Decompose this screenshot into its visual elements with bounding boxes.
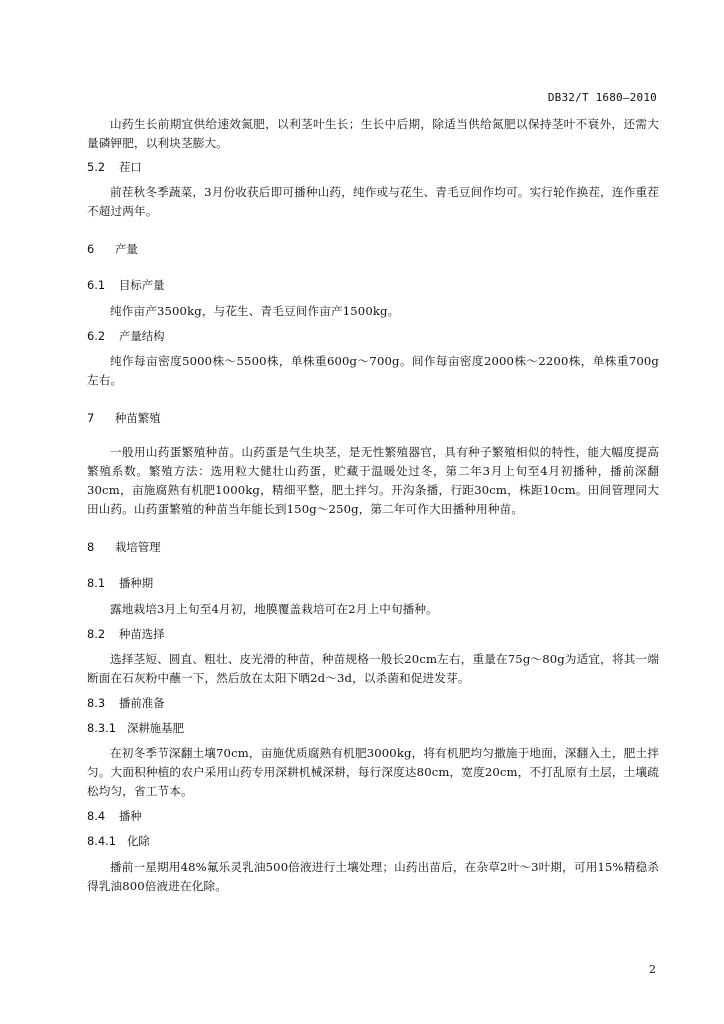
paragraph-growth-fertilizer: 山药生长前期宜供给速效氮肥，以利茎叶生长；生长中后期，除适当供给氮肥以保持茎叶不衰外，还需大量磷钾肥，以利块茎膨大。 bbox=[87, 117, 659, 150]
heading-8-4 bbox=[87, 807, 659, 825]
heading-6 bbox=[87, 240, 659, 258]
document-body bbox=[87, 115, 659, 896]
heading-8-1 bbox=[87, 574, 659, 592]
heading-title: 茬口 bbox=[119, 160, 142, 174]
heading-title: 种苗选择 bbox=[119, 627, 165, 641]
heading-number: 8.4 bbox=[87, 809, 106, 823]
heading-8 bbox=[87, 538, 659, 556]
heading-number: 8.2 bbox=[87, 627, 106, 641]
heading-6-2 bbox=[87, 327, 659, 345]
heading-title: 深耕施基肥 bbox=[127, 721, 184, 735]
heading-8-3-1 bbox=[87, 719, 659, 737]
heading-number: 8 bbox=[87, 540, 95, 554]
heading-title: 播种 bbox=[119, 809, 142, 823]
paragraph-sowing-period: 露地栽培3月上旬至4月初，地膜覆盖栽培可在2月上中旬播种。 bbox=[110, 602, 438, 616]
standard-code: DB32/T 1680—2010 bbox=[547, 91, 657, 104]
paragraph-weed-control: 播前一星期用48%氟乐灵乳油500倍液进行土壤处理；山药出苗后，在杂草2叶～3叶期，可用15%精稳杀得乳油800倍液进在化除。 bbox=[87, 860, 659, 893]
heading-number: 8.3 bbox=[87, 696, 106, 710]
heading-5-2 bbox=[87, 158, 659, 176]
heading-8-2 bbox=[87, 625, 659, 643]
heading-title: 播种期 bbox=[119, 576, 154, 590]
heading-number: 6 bbox=[87, 242, 95, 256]
page-number: 2 bbox=[649, 963, 656, 976]
heading-title: 产量结构 bbox=[119, 329, 165, 343]
heading-title: 目标产量 bbox=[119, 278, 165, 292]
paragraph-target-yield: 纯作亩产3500kg，与花生、青毛豆间作亩产1500kg。 bbox=[110, 304, 400, 318]
heading-number: 6.1 bbox=[87, 278, 106, 292]
heading-6-1 bbox=[87, 276, 659, 294]
heading-number: 7 bbox=[87, 411, 95, 425]
heading-number: 5.2 bbox=[87, 160, 106, 174]
heading-number: 8.4.1 bbox=[87, 834, 116, 848]
heading-number: 8.3.1 bbox=[87, 721, 116, 735]
heading-title: 化除 bbox=[127, 834, 150, 848]
paragraph-seedling-selection: 选择茎短、圆直、粗壮、皮光滑的种苗，种苗规格一般长20cm左右，重量在75g～80g为适宜，将其一端断面在石灰粉中蘸一下，然后放在太阳下晒2d～3d，以杀菌和促进发芽。 bbox=[87, 652, 659, 685]
heading-title: 种苗繁殖 bbox=[115, 411, 161, 425]
paragraph-yield-structure: 纯作每亩密度5000株～5500株，单株重600g～700g。间作每亩密度2000株～2200株，单株重700g左右。 bbox=[87, 354, 659, 387]
heading-title: 播前准备 bbox=[119, 696, 165, 710]
heading-title: 产量 bbox=[115, 242, 138, 256]
heading-8-4-1 bbox=[87, 832, 659, 850]
paragraph-deep-tillage: 在初冬季节深翻土壤70cm，亩施优质腐熟有机肥3000kg，将有机肥均匀撒施于地面，深翻入土，肥土拌匀。大面积种植的农户采用山药专用深耕机械深耕，每行深度达80cm，宽度20cm，不打乱原有土层，土壤疏松均匀，省工节本。 bbox=[87, 746, 659, 798]
heading-number: 8.1 bbox=[87, 576, 106, 590]
paragraph-seedling-propagation: 一般用山药蛋繁殖种苗。山药蛋是气生块茎，是无性繁殖器官，具有种子繁殖相似的特性，能大幅度提高繁殖系数。繁殖方法：选用粒大健壮山药蛋，贮藏于温暖处过冬，第二年3月上旬至4月初播种，播前深翻30cm，亩施腐熟有机肥1000kg，精细平整，肥土拌匀。开沟条播，行距30cm，株距10cm。田间管理同大田山药。山药蛋繁殖的种苗当年能长到150g～250g，第二年可作大田播种用种苗。 bbox=[87, 445, 659, 516]
heading-7 bbox=[87, 409, 659, 427]
heading-8-3 bbox=[87, 694, 659, 712]
paragraph-rotation: 前茬秋冬季蔬菜，3月份收获后即可播种山药，纯作或与花生、青毛豆间作均可。实行轮作换茬，连作重茬不超过两年。 bbox=[87, 185, 659, 218]
heading-title: 栽培管理 bbox=[115, 540, 161, 554]
heading-number: 6.2 bbox=[87, 329, 106, 343]
